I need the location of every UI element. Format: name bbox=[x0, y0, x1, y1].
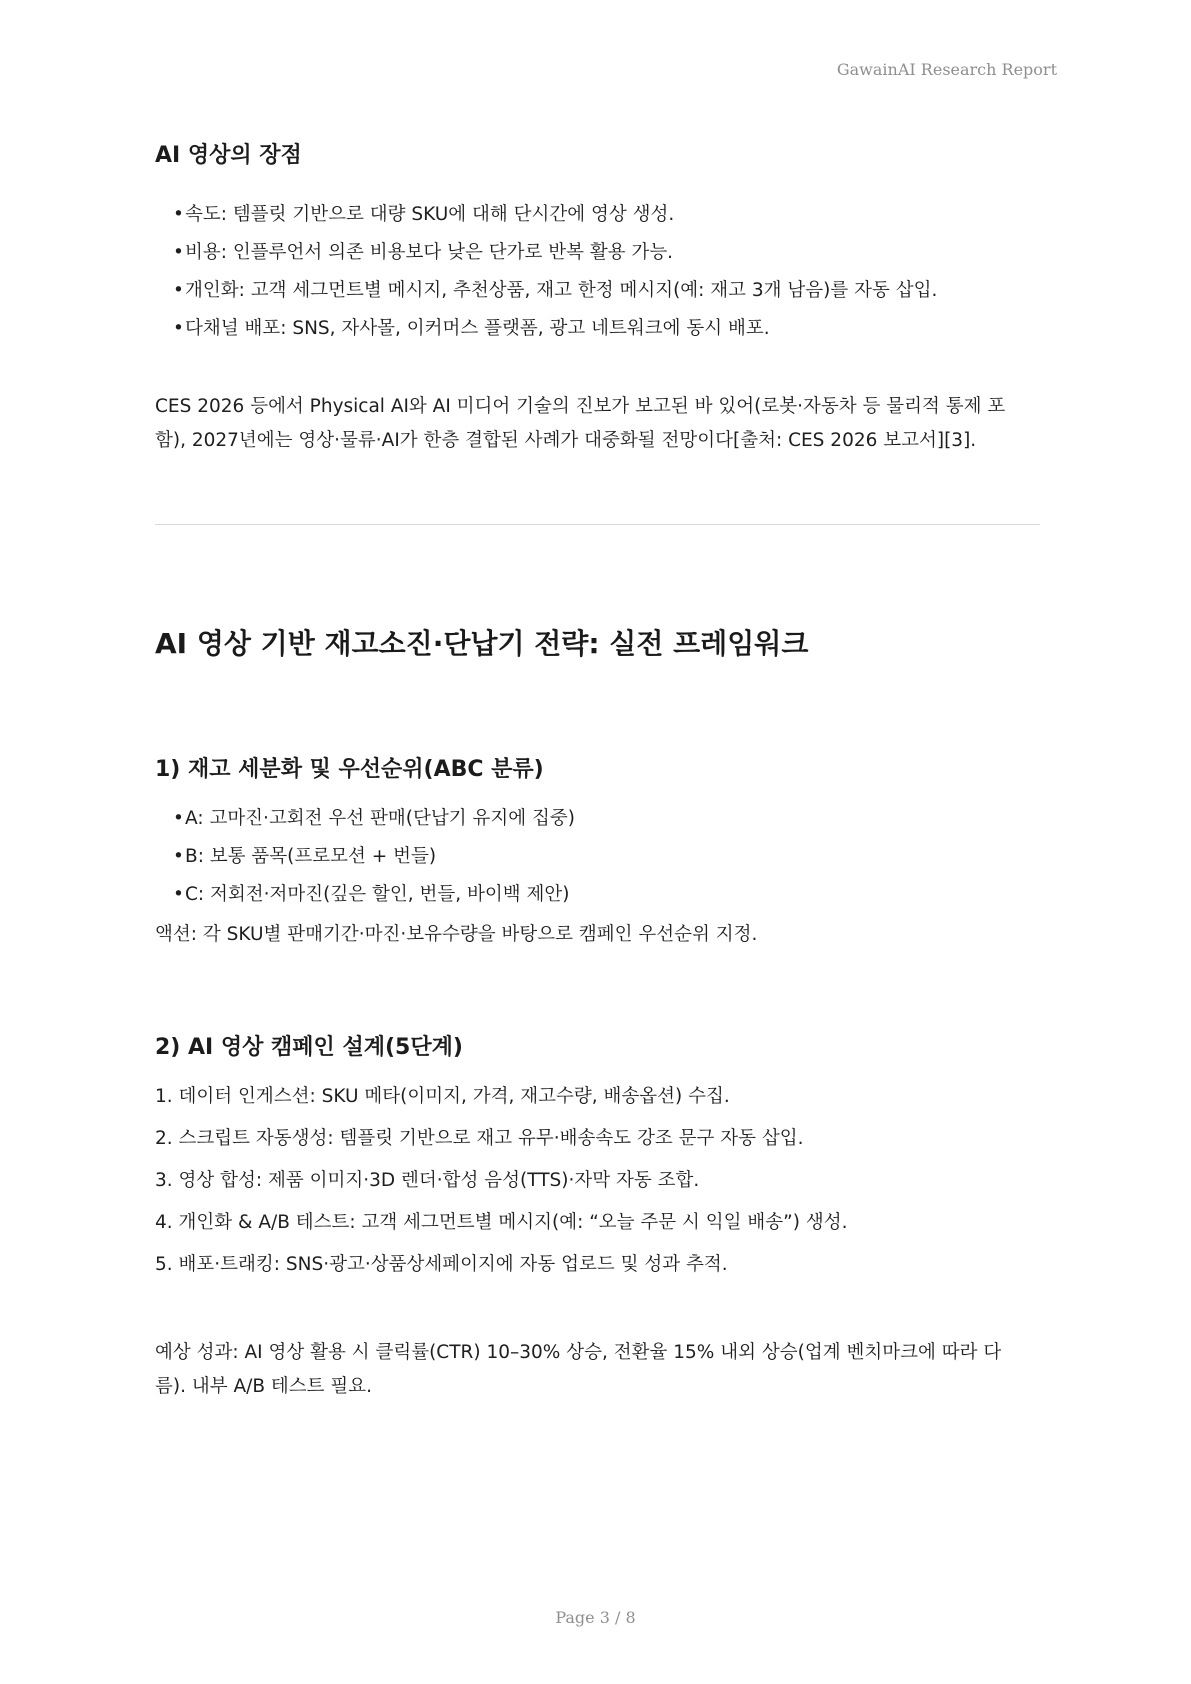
section-title-advantages: AI 영상의 장점 bbox=[155, 143, 302, 168]
subsection-title-campaign: 2) AI 영상 캠페인 설계(5단계) bbox=[155, 1035, 463, 1060]
list-item: • 개인화: 고객 세그먼트별 메시지, 추천상품, 재고 한정 메시지(예: 재고 3개 남음)를 자동 삽입. bbox=[173, 272, 937, 310]
list-item: • C: 저회전·저마진(깊은 할인, 번들, 바이백 제안) bbox=[173, 876, 575, 914]
list-item: • 속도: 템플릿 기반으로 대량 SKU에 대해 단시간에 영상 생성. bbox=[173, 196, 937, 234]
expected-results-paragraph: 예상 성과: AI 영상 활용 시 클릭률(CTR) 10–30% 상승, 전환율 15% 내외 상승(업계 벤치마크에 따라 다름). 내부 A/B 테스트 필요. bbox=[155, 1342, 1002, 1397]
list-item: 1. 데이터 인게스션: SKU 메타(이미지, 가격, 재고수량, 배송옵션) 수집. bbox=[155, 1086, 730, 1107]
list-item: • 비용: 인플루언서 의존 비용보다 낮은 단가로 반복 활용 가능. bbox=[173, 234, 937, 272]
report-brand-header: GawainAI Research Report bbox=[836, 60, 1057, 79]
section-title-framework: AI 영상 기반 재고소진·단납기 전략: 실전 프레임워크 bbox=[155, 627, 809, 660]
list-item: 3. 영상 합성: 제품 이미지·3D 렌더·합성 음성(TTS)·자막 자동 조합. bbox=[155, 1170, 700, 1191]
list-item: • 다채널 배포: SNS, 자사몰, 이커머스 플랫폼, 광고 네트워크에 동시 배포. bbox=[173, 310, 937, 348]
action-paragraph: 액션: 각 SKU별 판매기간·마진·보유수량을 바탕으로 캠페인 우선순위 지정. bbox=[155, 924, 758, 945]
page-number: Page 3 / 8 bbox=[555, 1608, 636, 1627]
list-item: 2. 스크립트 자동생성: 템플릿 기반으로 재고 유무·배송속도 강조 문구 자동 삽입. bbox=[155, 1128, 804, 1149]
advantages-list bbox=[173, 196, 937, 348]
ces-paragraph: CES 2026 등에서 Physical AI와 AI 미디어 기술의 진보가 보고된 바 있어(로봇·자동차 등 물리적 통제 포함), 2027년에는 영상·물류·AI가 한층 결합된 사례가 대중화될 전망이다[출처: CES 2026 보고서][3]. bbox=[155, 396, 1006, 451]
list-item: • B: 보통 품목(프로모션 + 번들) bbox=[173, 838, 575, 876]
campaign-steps-list bbox=[155, 1076, 847, 1286]
abc-list bbox=[173, 800, 575, 914]
section-divider bbox=[155, 524, 1040, 525]
list-item: 5. 배포·트래킹: SNS·광고·상품상세페이지에 자동 업로드 및 성과 추적. bbox=[155, 1254, 728, 1275]
list-item: • A: 고마진·고회전 우선 판매(단납기 유지에 집중) bbox=[173, 800, 575, 838]
list-item: 4. 개인화 & A/B 테스트: 고객 세그먼트별 메시지(예: “오늘 주문 시 익일 배송”) 생성. bbox=[155, 1212, 848, 1233]
subsection-title-abc: 1) 재고 세분화 및 우선순위(ABC 분류) bbox=[155, 757, 544, 782]
